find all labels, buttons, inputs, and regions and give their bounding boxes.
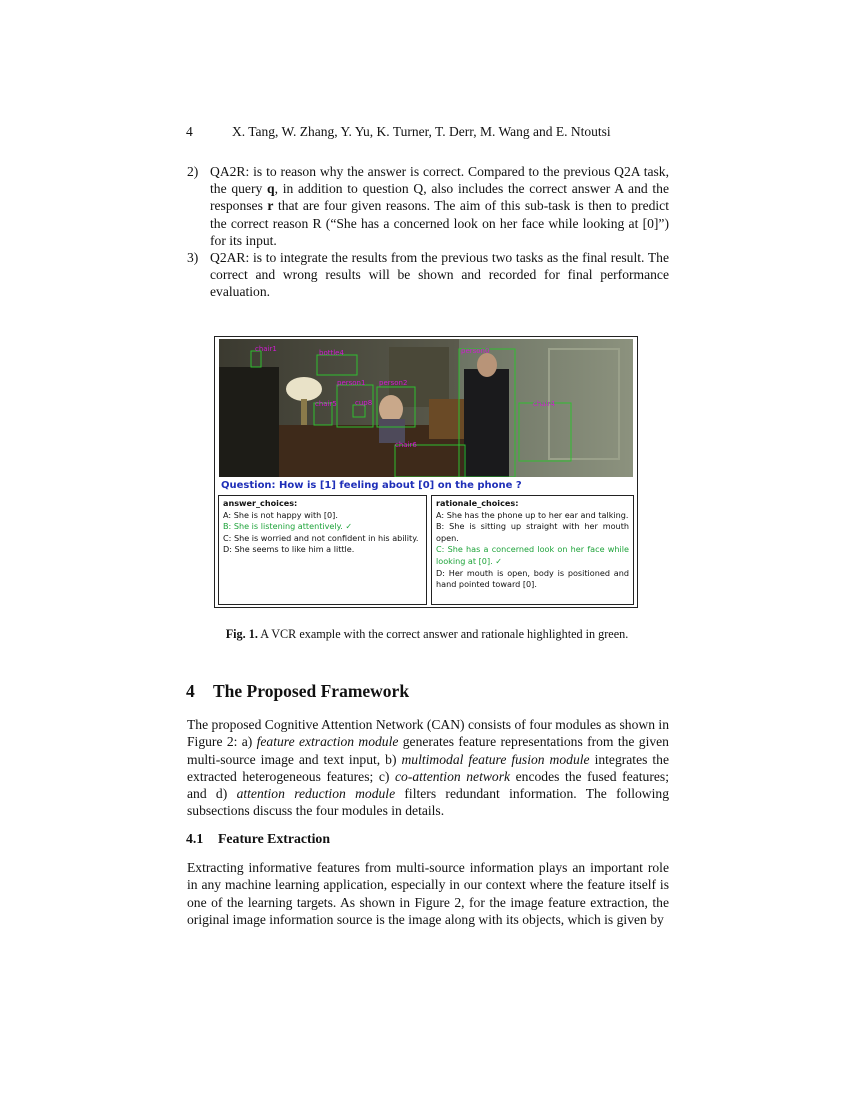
- lamp-stand: [301, 399, 307, 427]
- choice-item: A: She has the phone up to her ear and talking.: [436, 509, 629, 520]
- italic-term: attention reduction module: [236, 786, 396, 802]
- figure-caption: [186, 627, 668, 642]
- subsection-heading: [186, 831, 330, 847]
- choice-item: C: She is worried and not confident in his ability.: [223, 532, 419, 543]
- choice-item: D: Her mouth is open, body is positioned and hand pointed toward [0].: [436, 567, 629, 590]
- label-cup8: cup8: [355, 399, 373, 407]
- label-chair5: chair5: [315, 400, 337, 408]
- text-run: generates feature representations from the given multi-source image and text input, b): [187, 734, 669, 767]
- subtask-list: [187, 163, 669, 301]
- answer-choices-title: answer_choices:: [223, 498, 298, 508]
- label-person0: person0: [461, 347, 490, 355]
- section-number: 4: [186, 681, 195, 701]
- label-person2: person2: [379, 379, 408, 387]
- choice-item: A: She is not happy with [0].: [223, 509, 338, 520]
- correct-choice: C: She has a concerned look on her face while looking at [0]. ✓: [436, 544, 629, 566]
- woman-figure: [379, 395, 403, 423]
- answer-choices-list: [223, 510, 422, 556]
- figure-question: Question: How is [1] feeling about [0] on the phone ?: [221, 480, 522, 491]
- italic-term: co-attention network: [394, 768, 511, 784]
- italic-term: multimodal feature fusion module: [401, 751, 590, 767]
- subsection-title: Feature Extraction: [218, 831, 331, 846]
- list-item-number: 2): [187, 164, 199, 179]
- answer-choices-box: [218, 495, 427, 605]
- choice-item: D: She seems to like him a little.: [223, 544, 355, 555]
- text-run: integrates the extracted heterogeneous features; c): [187, 751, 669, 784]
- subsection-paragraph: Extracting informative features from multi-source information plays an important role in any machine learning application, especially in our context where the feature itself is one of the learning targets. As shown in Figure 2, for the image feature extraction, the original image information source is the image along with its objects, which is given by: [187, 860, 669, 927]
- text-run: that are four given reasons. The aim of this sub-task is then to predict the correct reason R (“She has a concerned look on her face while looking at [0]”) for its input.: [210, 198, 669, 248]
- italic-term: feature extraction module: [256, 734, 399, 750]
- bold-symbol: q: [267, 181, 275, 197]
- label-person1: person1: [337, 379, 366, 387]
- rationale-choices-box: [431, 495, 634, 605]
- label-bottle4: bottle4: [319, 349, 344, 357]
- text-run: encodes the fused features; and d): [187, 768, 669, 802]
- list-item-number: 3): [187, 250, 199, 266]
- caption-label: Fig. 1.: [225, 627, 258, 641]
- text-run: , in addition to question Q, also includes the correct answer A and the responses: [210, 181, 669, 214]
- lamp-shade: [286, 377, 322, 401]
- figure-1: [214, 336, 638, 608]
- section-paragraph: [187, 716, 669, 820]
- page-number: 4: [186, 124, 193, 139]
- bold-symbol: r: [267, 198, 274, 214]
- text-run: QA2R: is to reason why the answer is correct. Compared to the previous Q2A task, the query: [210, 164, 669, 197]
- header-authors: X. Tang, W. Zhang, Y. Yu, K. Turner, T. Derr, M. Wang and E. Ntoutsi: [232, 124, 611, 139]
- label-chair6: chair6: [395, 441, 417, 449]
- text-run: Q2AR: is to integrate the results from the previous two tasks as the final result. The correct and wrong results will be shown and recorded for final performance evaluation.: [210, 250, 669, 300]
- list-item: [187, 163, 669, 249]
- list-item-text: [210, 164, 669, 248]
- woman-body: [379, 419, 405, 443]
- scene-image: [219, 339, 633, 477]
- section-heading: [186, 681, 409, 702]
- man-head: [477, 353, 497, 377]
- caption-text: A VCR example with the correct answer and rationale highlighted in green.: [257, 627, 629, 641]
- rationale-choices-list: [436, 510, 629, 591]
- text-run: filters redundant information. The following subsections discuss the four modules in details.: [187, 786, 669, 819]
- list-item: [187, 249, 669, 301]
- label-chair1: chair1: [255, 345, 277, 353]
- section-title: The Proposed Framework: [213, 681, 410, 701]
- man-figure: [464, 369, 509, 477]
- cabinet: [429, 399, 469, 439]
- fireplace: [219, 367, 279, 477]
- list-item-text: [210, 250, 669, 299]
- label-chair4: chair4: [533, 400, 555, 408]
- choice-item: B: She is sitting up straight with her mouth open.: [436, 521, 629, 543]
- rationale-choices-title: rationale_choices:: [436, 498, 519, 508]
- correct-choice: B: She is listening attentively. ✓: [223, 521, 353, 532]
- text-run: The proposed Cognitive Attention Network (CAN) consists of four modules as shown in Figure 2: a): [187, 717, 669, 750]
- subsection-number: 4.1: [186, 831, 204, 846]
